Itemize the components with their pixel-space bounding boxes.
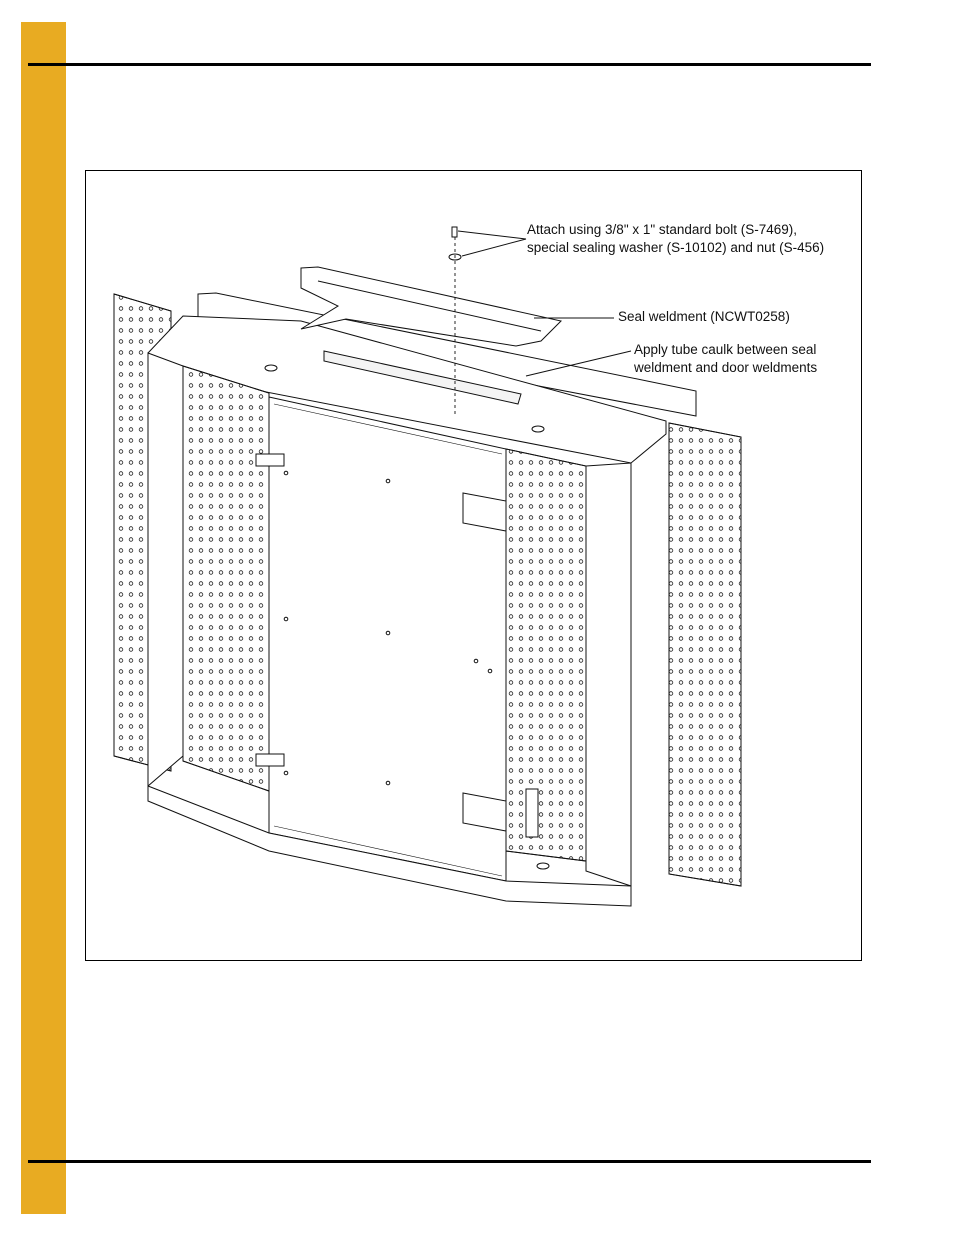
bolt-callout: Attach using 3/8" x 1" standard bolt (S-7469), special sealing washer (S-10102) and nut (S-456) bbox=[527, 222, 825, 255]
hinge-lower bbox=[256, 754, 284, 766]
assembly-figure bbox=[85, 170, 862, 961]
chapter-side-tab bbox=[21, 22, 66, 1214]
header-rule bbox=[28, 63, 871, 66]
footer-rule bbox=[28, 1160, 871, 1163]
bolt bbox=[452, 227, 457, 237]
hinge-upper bbox=[256, 454, 284, 466]
right-post bbox=[586, 463, 631, 886]
latch-plate bbox=[526, 789, 538, 837]
seal-weldment-callout: Seal weldment (NCWT0258) bbox=[618, 309, 790, 324]
door-assembly-drawing bbox=[86, 171, 863, 962]
left-post bbox=[148, 353, 183, 786]
caulk-callout: Apply tube caulk between seal weldment and door weldments bbox=[634, 342, 818, 375]
